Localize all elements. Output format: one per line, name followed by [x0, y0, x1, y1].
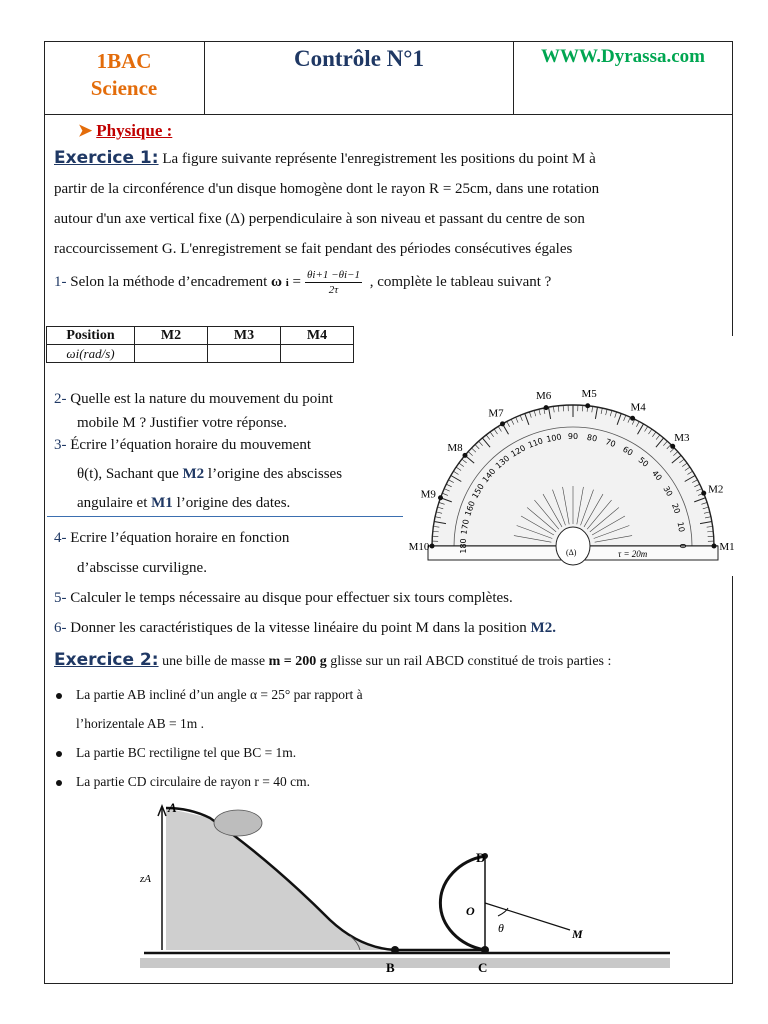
protractor-scale-label: 50 [636, 455, 651, 469]
question-number: 5- [54, 590, 67, 606]
table-answer-cell[interactable] [135, 345, 208, 363]
recorded-point [500, 421, 505, 426]
question-4-line-2: d’abscisse curviligne. [77, 560, 207, 576]
question-number: 3- [54, 437, 67, 453]
table-row-label: ωi(rad/s) [47, 345, 135, 363]
protractor-scale-label: 140 [480, 466, 498, 485]
recorded-point [585, 403, 590, 408]
question-4-line-1 [54, 523, 289, 553]
bullet-icon [56, 751, 62, 757]
recorded-point [430, 544, 435, 549]
protractor-scale-label: 30 [661, 484, 675, 498]
recorded-point-label: M2 [708, 483, 724, 496]
equals-sign: = [288, 274, 302, 290]
recorded-point [462, 453, 467, 458]
question-text: angulaire et [77, 495, 152, 511]
exercise2-text: une bille de masse [158, 654, 269, 669]
tau-label: τ = 20m [618, 549, 648, 559]
recorded-point-label: M6 [535, 389, 552, 402]
question-text: Donner les caractéristiques de la vitesse linéaire du point M dans la position [66, 620, 531, 636]
label-b: B [386, 960, 395, 975]
level-line-2: Science [90, 76, 158, 100]
question-text: l’origine des dates. [172, 495, 291, 511]
arrow-icon: ➤ [78, 121, 93, 140]
table-answer-cell[interactable] [208, 345, 281, 363]
table-answer-cell[interactable] [281, 345, 354, 363]
protractor-scale-label: 160 [463, 499, 477, 518]
table-header-cell: M2 [135, 327, 208, 345]
question-text: Selon la méthode d’encadrement [66, 274, 272, 290]
protractor-scale-label: 170 [459, 518, 471, 536]
protractor-center [556, 527, 590, 565]
recorded-point-label: M8 [447, 442, 463, 455]
recorded-point [712, 544, 717, 549]
recorded-point-label: M4 [630, 401, 646, 414]
exercise1-line-4: raccourcissement G. L'enregistrement se fait pendant des périodes consécutives égales [54, 241, 573, 257]
recorded-point-label: M5 [581, 387, 597, 400]
section-heading [78, 121, 172, 141]
label-theta: θ [498, 921, 504, 935]
exercise1-line-3: autour d'un axe vertical fixe (Δ) perpendiculaire à son niveau et passant du centre de son [54, 211, 585, 227]
exercise2-intro [54, 645, 611, 677]
point-label: M2 [182, 466, 205, 482]
fraction-numerator: θi+1 −θi−1 [307, 269, 360, 282]
ramp-fill [166, 808, 395, 950]
list-item-continuation: l’horizentale AB = 1m . [76, 716, 204, 731]
bullet-icon [56, 780, 62, 786]
protractor-scale-label: 130 [493, 453, 512, 471]
header-divider [513, 41, 514, 115]
table-header-cell: Position [47, 327, 135, 345]
question-5 [54, 583, 513, 613]
protractor-scale-label: 80 [586, 432, 598, 444]
question-number: 6- [54, 620, 67, 636]
rail-cd [440, 856, 485, 950]
axis-label: (Δ) [566, 548, 577, 557]
exercise1-text: La figure suivante représente l'enregistrement les positions du point M à [158, 151, 596, 167]
question-text: Ecrire l’équation horaire en fonction [66, 530, 290, 546]
positions-table [46, 326, 354, 363]
omega-letter: ω [271, 274, 282, 290]
level-label [46, 48, 202, 102]
recorded-point-label: M7 [488, 407, 504, 420]
label-d: D [476, 850, 486, 865]
exercise2-title: Exercice 2: [54, 650, 159, 670]
mass-value: m = 200 g [268, 654, 327, 669]
recorded-point-label: M9 [420, 488, 436, 501]
protractor-scale-label: 110 [526, 436, 545, 450]
label-m: M [572, 927, 583, 941]
question-number: 4- [54, 530, 67, 546]
point-b [391, 946, 399, 954]
table-header-cell: M3 [208, 327, 281, 345]
exercise2-text: glisse sur un rail ABCD constitué de trois parties : [326, 654, 612, 669]
recorded-point-label: M3 [674, 432, 690, 445]
list-item-text: La partie BC rectiligne tel que BC = 1m. [76, 745, 297, 760]
question-text: l’origine des abscisses [204, 466, 343, 482]
omega-subscript: i [285, 277, 289, 289]
protractor-scale-label: 150 [470, 482, 486, 501]
fraction [305, 268, 362, 297]
recorded-point [630, 416, 635, 421]
table-header-cell: M4 [281, 327, 354, 345]
question-3-line-2 [77, 459, 342, 489]
protractor-scale-label: 20 [669, 502, 682, 515]
question-text: θ(t), Sachant que [77, 466, 183, 482]
protractor-scale-label: 10 [675, 521, 687, 533]
protractor-scale-label: 120 [509, 443, 528, 459]
question-1 [54, 267, 551, 298]
header-divider [204, 41, 205, 115]
exercise2-list [56, 680, 363, 796]
question-text: Écrire l’équation horaire du mouvement [66, 437, 311, 453]
protractor-scale-label: 180 [459, 538, 468, 554]
page-title: Contrôle N°1 [294, 46, 424, 71]
protractor-figure [408, 336, 738, 576]
question-3-line-1 [54, 430, 311, 460]
exercise1-line-1 [54, 143, 596, 174]
exercise1-title: Exercice 1: [54, 148, 159, 168]
site-link[interactable]: WWW.Dyrassa.com [541, 46, 705, 67]
recorded-point [670, 444, 675, 449]
question-number: 1- [54, 274, 67, 290]
label-a: A [168, 800, 177, 815]
recorded-point [701, 491, 706, 496]
section-label: Physique : [96, 121, 173, 140]
recorded-point [438, 495, 443, 500]
point-label: M2. [530, 620, 556, 636]
protractor-scale-label: 60 [621, 444, 635, 458]
recorded-point [544, 405, 549, 410]
track-figure [130, 790, 720, 980]
exercise1-line-2: partir de la circonférence d'un disque homogène dont le rayon R = 25cm, dans une rotation [54, 181, 600, 197]
marble [214, 810, 262, 836]
label-c: C [478, 960, 488, 975]
list-item [56, 680, 363, 709]
omega-symbol [271, 274, 289, 290]
question-6 [54, 613, 556, 643]
question-number: 2- [54, 391, 67, 407]
question-3-line-3 [77, 488, 290, 518]
question-text: Calculer le temps nécessaire au disque pour effectuer six tours complètes. [66, 590, 513, 606]
bullet-icon [56, 693, 62, 699]
label-za: zA [140, 873, 151, 885]
question-2-line-2: mobile M ? Justifier votre réponse. [77, 415, 287, 431]
level-line-1: 1BAC [96, 49, 152, 73]
label-o: O [466, 904, 475, 918]
fraction-denominator: 2τ [328, 284, 339, 297]
protractor-scale-label: 40 [650, 468, 664, 483]
protractor-scale-label: 100 [545, 432, 563, 444]
protractor-scale-label: 0 [678, 543, 687, 549]
question-text: Quelle est la nature du mouvement du point [66, 391, 334, 407]
list-item-text: La partie CD circulaire de rayon r = 40 cm. [76, 774, 311, 789]
table-row [47, 345, 354, 363]
list-item-text: La partie AB incliné d’un angle α = 25° par rapport à [76, 687, 363, 702]
recorded-point-label: M10 [408, 541, 430, 553]
protractor-scale-label: 90 [567, 432, 579, 441]
recorded-point-label: M1 [719, 541, 735, 553]
list-item [56, 738, 363, 767]
point-label: M1 [151, 495, 173, 511]
divider [47, 516, 403, 517]
ground-shadow [140, 958, 670, 968]
question-text: , complète le tableau suivant ? [365, 274, 552, 290]
protractor-scale-label: 70 [604, 437, 617, 450]
table-header-row [47, 327, 354, 345]
